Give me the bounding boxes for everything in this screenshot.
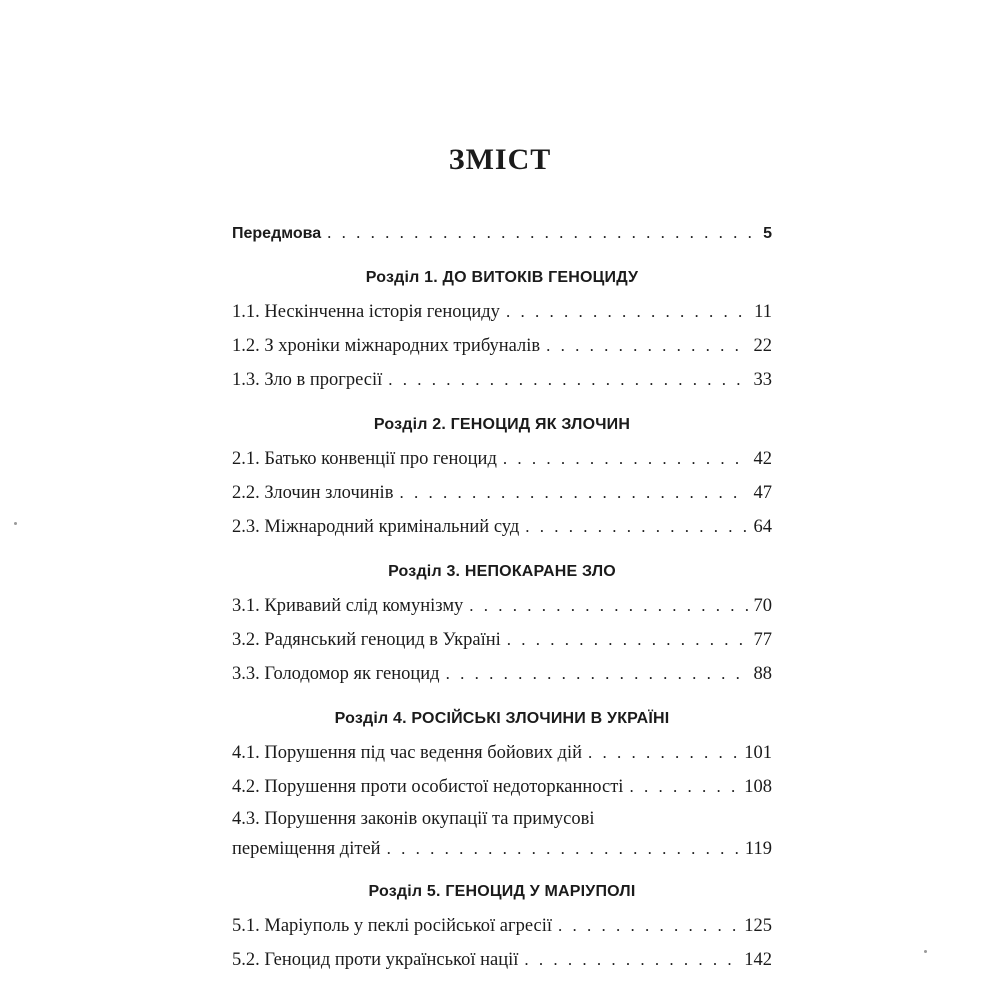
- dot-leader: [388, 363, 747, 397]
- toc-entry-page: 5: [763, 225, 772, 242]
- section-heading-3[interactable]: Розділ 3. НЕПОКАРАНЕ ЗЛО: [388, 563, 616, 580]
- toc-entry-title: 3.2. Радянський геноцид в Україні: [232, 630, 501, 650]
- toc-entry-page: 142: [744, 950, 772, 970]
- section-heading-1[interactable]: Розділ 1. ДО ВИТОКІВ ГЕНОЦИДУ: [365, 269, 639, 286]
- toc-entry-title: 3.1. Кривавий слід комунізму: [232, 596, 464, 616]
- toc-entry[interactable]: [232, 295, 772, 329]
- dot-leader: [524, 943, 738, 977]
- toc-entry-page: 22: [753, 336, 772, 356]
- toc-entry-page: 88: [753, 664, 772, 684]
- toc-entry[interactable]: [232, 363, 772, 397]
- toc-entry-page: 11: [754, 302, 772, 322]
- dot-leader: [546, 329, 747, 363]
- toc-entry[interactable]: [232, 510, 772, 544]
- table-of-contents: [232, 216, 772, 977]
- dot-leader: [446, 657, 748, 691]
- toc-entry-title: 2.3. Міжнародний кримінальний суд: [232, 517, 520, 537]
- section-heading-4[interactable]: Розділ 4. РОСІЙСЬКІ ЗЛОЧИНИ В УКРАЇНІ: [334, 710, 670, 727]
- section-heading-5[interactable]: Розділ 5. ГЕНОЦИД У МАРІУПОЛІ: [368, 883, 636, 900]
- dot-leader: [558, 909, 738, 943]
- toc-entry-title: 2.2. Злочин злочинів: [232, 483, 394, 503]
- toc-entry[interactable]: [232, 943, 772, 977]
- toc-entry-title: 5.2. Геноцид проти української нації: [232, 950, 519, 970]
- toc-entry-title: 3.3. Голодомор як геноцид: [232, 664, 440, 684]
- toc-entry-page: 64: [753, 517, 772, 537]
- toc-entry-page: 42: [753, 449, 772, 469]
- toc-entry-page: 47: [753, 483, 772, 503]
- toc-entry-title-line1: 4.3. Порушення законів окупації та примусові: [232, 809, 595, 829]
- toc-entry-continuation: [232, 834, 772, 864]
- toc-entry-page: 70: [753, 596, 772, 616]
- dot-leader: [327, 216, 757, 250]
- toc-entry[interactable]: [232, 329, 772, 363]
- dot-leader: [469, 589, 747, 623]
- toc-entry[interactable]: [232, 589, 772, 623]
- toc-entry-multiline[interactable]: [232, 804, 772, 864]
- dot-leader: [629, 770, 738, 804]
- toc-entry-title: Передмова: [232, 225, 322, 242]
- toc-entry-page: 101: [744, 743, 772, 763]
- toc-entry-title-line2: переміщення дітей: [232, 839, 381, 859]
- toc-entry-page: 108: [744, 777, 772, 797]
- toc-entry-page: 125: [744, 916, 772, 936]
- section-heading-2[interactable]: Розділ 2. ГЕНОЦИД ЯК ЗЛОЧИН: [373, 416, 631, 433]
- toc-entry[interactable]: [232, 657, 772, 691]
- scan-speck: [924, 950, 927, 953]
- dot-leader: [399, 476, 747, 510]
- toc-entry-title: 4.2. Порушення проти особистої недоторканності: [232, 777, 624, 797]
- dot-leader: [525, 510, 747, 544]
- toc-entry[interactable]: [232, 476, 772, 510]
- toc-entry-preface[interactable]: [232, 216, 772, 250]
- dot-leader: [506, 295, 748, 329]
- toc-entry-title: 1.2. З хроніки міжнародних трибуналів: [232, 336, 541, 356]
- toc-entry[interactable]: [232, 442, 772, 476]
- toc-entry-title: 4.1. Порушення під час ведення бойових дій: [232, 743, 582, 763]
- dot-leader: [387, 834, 739, 864]
- toc-entry-page: 119: [744, 839, 772, 859]
- dot-leader: [503, 442, 748, 476]
- dot-leader: [588, 736, 738, 770]
- dot-leader: [507, 623, 748, 657]
- scan-speck: [14, 522, 17, 525]
- toc-entry[interactable]: [232, 909, 772, 943]
- toc-entry[interactable]: [232, 623, 772, 657]
- toc-entry-title: 1.3. Зло в прогресії: [232, 370, 383, 390]
- toc-entry-page: 77: [753, 630, 772, 650]
- page-title: ЗМІСТ: [448, 143, 552, 176]
- toc-entry-title: 5.1. Маріуполь у пеклі російської агресії: [232, 916, 552, 936]
- toc-entry[interactable]: [232, 770, 772, 804]
- toc-entry-title: 2.1. Батько конвенції про геноцид: [232, 449, 497, 469]
- toc-entry-title: 1.1. Нескінченна історія геноциду: [232, 302, 500, 322]
- toc-entry-page: 33: [753, 370, 772, 390]
- toc-entry[interactable]: [232, 736, 772, 770]
